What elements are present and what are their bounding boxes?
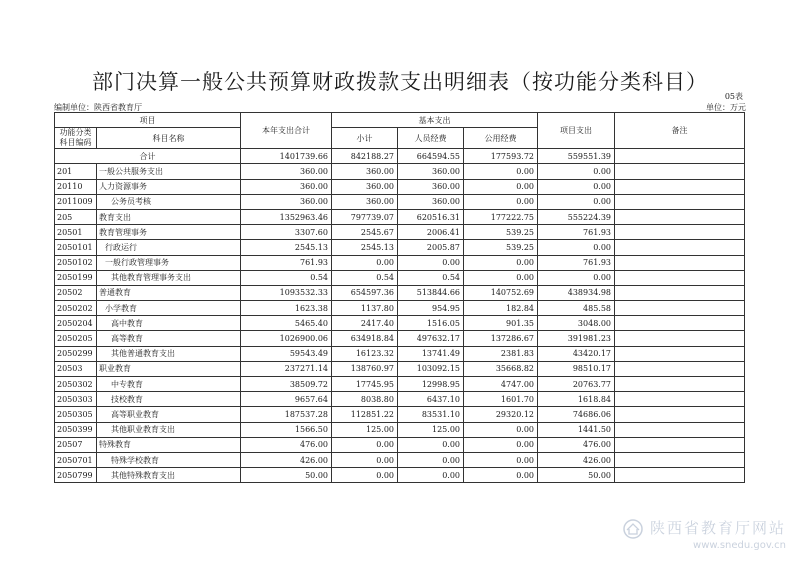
table-row: [55, 194, 745, 209]
row-total: 1093532.33: [241, 285, 332, 300]
total-project: 559551.39: [538, 149, 615, 164]
row-personnel: 360.00: [398, 164, 464, 179]
row-personnel: 103092.15: [398, 361, 464, 376]
row-total: 360.00: [241, 164, 332, 179]
row-total: 1352963.46: [241, 209, 332, 224]
row-public: 0.00: [464, 255, 538, 270]
row-personnel: 360.00: [398, 194, 464, 209]
row-remark: [615, 255, 745, 270]
row-code: 2050102: [55, 255, 97, 270]
table-row: [55, 392, 745, 407]
row-remark: [615, 422, 745, 437]
row-project: 438934.98: [538, 285, 615, 300]
row-code: 2050302: [55, 377, 97, 392]
row-remark: [615, 179, 745, 194]
row-public: 0.00: [464, 452, 538, 467]
row-total: 360.00: [241, 194, 332, 209]
row-code: 2050303: [55, 392, 97, 407]
table-row: [55, 301, 745, 316]
row-subject-name: 小学教育: [97, 301, 241, 316]
row-project: 43420.17: [538, 346, 615, 361]
row-subtotal: 797739.07: [332, 209, 398, 224]
row-code: 20507: [55, 437, 97, 452]
total-total: 1401739.66: [241, 149, 332, 164]
row-subject-name: 其他职业教育支出: [97, 422, 241, 437]
row-personnel: 0.00: [398, 255, 464, 270]
row-personnel: 13741.49: [398, 346, 464, 361]
row-total: 59543.49: [241, 346, 332, 361]
row-remark: [615, 194, 745, 209]
row-subject-name: 教育支出: [97, 209, 241, 224]
row-subject-name: 特殊学校教育: [97, 452, 241, 467]
row-total: 0.54: [241, 270, 332, 285]
row-subtotal: 1137.80: [332, 301, 398, 316]
table-row: [55, 255, 745, 270]
row-remark: [615, 270, 745, 285]
row-subject-name: 其他教育管理事务支出: [97, 270, 241, 285]
row-subtotal: 0.54: [332, 270, 398, 285]
row-public: 137286.67: [464, 331, 538, 346]
row-subject-name: 其他特殊教育支出: [97, 468, 241, 483]
watermark-name: 陕西省教育厅网站: [649, 519, 786, 537]
row-personnel: 0.00: [398, 468, 464, 483]
row-subject-name: 高中教育: [97, 316, 241, 331]
seal-logo-icon: [620, 518, 646, 540]
row-personnel: 620516.31: [398, 209, 464, 224]
table-code: 05表: [724, 92, 743, 101]
header-subject-name: 科目名称: [97, 128, 241, 149]
row-code: 2050199: [55, 270, 97, 285]
row-public: 0.00: [464, 179, 538, 194]
row-project: 391981.23: [538, 331, 615, 346]
row-personnel: 6437.10: [398, 392, 464, 407]
row-public: 140752.69: [464, 285, 538, 300]
row-project: 20763.77: [538, 377, 615, 392]
row-total: 1623.38: [241, 301, 332, 316]
row-total: 476.00: [241, 437, 332, 452]
row-project: 0.00: [538, 164, 615, 179]
row-project: 0.00: [538, 194, 615, 209]
row-code: 20502: [55, 285, 97, 300]
row-personnel: 0.54: [398, 270, 464, 285]
row-personnel: 83531.10: [398, 407, 464, 422]
row-public: 4747.00: [464, 377, 538, 392]
row-subtotal: 360.00: [332, 179, 398, 194]
row-subtotal: 0.00: [332, 468, 398, 483]
row-subtotal: 112851.22: [332, 407, 398, 422]
row-total: 38509.72: [241, 377, 332, 392]
table-row: [55, 468, 745, 483]
row-subtotal: 2545.67: [332, 225, 398, 240]
row-project: 74686.06: [538, 407, 615, 422]
table-row: [55, 179, 745, 194]
row-subtotal: 2417.40: [332, 316, 398, 331]
row-subtotal: 654597.36: [332, 285, 398, 300]
row-public: 0.00: [464, 194, 538, 209]
row-project: 476.00: [538, 437, 615, 452]
row-total: 761.93: [241, 255, 332, 270]
row-public: 2381.83: [464, 346, 538, 361]
row-subtotal: 2545.13: [332, 240, 398, 255]
row-project: 3048.00: [538, 316, 615, 331]
row-remark: [615, 392, 745, 407]
row-remark: [615, 209, 745, 224]
table-row: [55, 437, 745, 452]
header-project: 项目: [55, 113, 241, 128]
row-subject-name: 人力资源事务: [97, 179, 241, 194]
row-public: 0.00: [464, 437, 538, 452]
table-row: [55, 270, 745, 285]
row-remark: [615, 468, 745, 483]
row-remark: [615, 164, 745, 179]
row-remark: [615, 225, 745, 240]
row-personnel: 0.00: [398, 437, 464, 452]
row-subject-name: 普通教育: [97, 285, 241, 300]
row-personnel: 1516.05: [398, 316, 464, 331]
row-project: 555224.39: [538, 209, 615, 224]
row-code: 201: [55, 164, 97, 179]
row-project: 50.00: [538, 468, 615, 483]
row-code: 2050101: [55, 240, 97, 255]
expenditure-table: [54, 112, 745, 483]
table-row: [55, 164, 745, 179]
row-subject-name: 公务员考核: [97, 194, 241, 209]
table-row: [55, 225, 745, 240]
row-code: 2011009: [55, 194, 97, 209]
row-remark: [615, 407, 745, 422]
row-code: 20501: [55, 225, 97, 240]
row-project: 0.00: [538, 240, 615, 255]
site-watermark: [620, 517, 786, 551]
row-subject-name: 教育管理事务: [97, 225, 241, 240]
row-subtotal: 17745.95: [332, 377, 398, 392]
row-project: 485.58: [538, 301, 615, 316]
row-subtotal: 634918.84: [332, 331, 398, 346]
row-subject-name: 技校教育: [97, 392, 241, 407]
row-remark: [615, 240, 745, 255]
table-row: [55, 316, 745, 331]
row-code: 2050204: [55, 316, 97, 331]
row-subtotal: 0.00: [332, 452, 398, 467]
header-basic: 基本支出: [332, 113, 538, 128]
row-remark: [615, 331, 745, 346]
row-total: 360.00: [241, 179, 332, 194]
header-public: 公用经费: [464, 128, 538, 149]
table-row: [55, 285, 745, 300]
row-total: 50.00: [241, 468, 332, 483]
row-subject-name: 其他普通教育支出: [97, 346, 241, 361]
row-subtotal: 138760.97: [332, 361, 398, 376]
row-remark: [615, 301, 745, 316]
row-total: 187537.28: [241, 407, 332, 422]
table-row: [55, 452, 745, 467]
row-total: 3307.60: [241, 225, 332, 240]
table-row: [55, 407, 745, 422]
row-subtotal: 0.00: [332, 255, 398, 270]
row-total: 1026900.06: [241, 331, 332, 346]
row-public: 539.25: [464, 240, 538, 255]
compiling-unit: 编制单位：陕西省教育厅: [54, 103, 142, 112]
watermark-url: www.snedu.gov.cn: [693, 540, 786, 551]
total-row: [55, 149, 745, 164]
row-subject-name: 高等教育: [97, 331, 241, 346]
row-total: 2545.13: [241, 240, 332, 255]
row-personnel: 0.00: [398, 452, 464, 467]
header-personnel: 人员经费: [398, 128, 464, 149]
row-personnel: 12998.95: [398, 377, 464, 392]
row-project: 0.00: [538, 270, 615, 285]
header-total: 本年支出合计: [241, 113, 332, 149]
table-row: [55, 361, 745, 376]
row-personnel: 954.95: [398, 301, 464, 316]
header-remark: 备注: [615, 113, 745, 149]
row-personnel: 2005.87: [398, 240, 464, 255]
row-public: 0.00: [464, 164, 538, 179]
row-remark: [615, 452, 745, 467]
total-subtotal: 842188.27: [332, 149, 398, 164]
row-total: 9657.64: [241, 392, 332, 407]
currency-unit: 单位：万元: [706, 103, 746, 112]
table-row: [55, 422, 745, 437]
row-project: 1441.50: [538, 422, 615, 437]
row-subject-name: 职业教育: [97, 361, 241, 376]
row-code: 20503: [55, 361, 97, 376]
row-remark: [615, 377, 745, 392]
row-public: 29320.12: [464, 407, 538, 422]
row-total: 5465.40: [241, 316, 332, 331]
header-func-code: 功能分类科目编码: [55, 128, 97, 149]
row-public: 0.00: [464, 422, 538, 437]
row-personnel: 513844.66: [398, 285, 464, 300]
table-row: [55, 240, 745, 255]
table-row: [55, 377, 745, 392]
total-public: 177593.72: [464, 149, 538, 164]
row-code: 205: [55, 209, 97, 224]
row-remark: [615, 285, 745, 300]
row-code: 2050299: [55, 346, 97, 361]
row-subject-name: 一般公共服务支出: [97, 164, 241, 179]
row-personnel: 497632.17: [398, 331, 464, 346]
header-project-expenditure: 项目支出: [538, 113, 615, 149]
page-title: 部门决算一般公共预算财政拨款支出明细表（按功能分类科目）: [92, 70, 708, 94]
row-subtotal: 8038.80: [332, 392, 398, 407]
row-remark: [615, 346, 745, 361]
row-code: 2050399: [55, 422, 97, 437]
row-subtotal: 360.00: [332, 194, 398, 209]
row-subtotal: 0.00: [332, 437, 398, 452]
row-project: 0.00: [538, 179, 615, 194]
row-project: 426.00: [538, 452, 615, 467]
row-subtotal: 360.00: [332, 164, 398, 179]
total-label: 合计: [55, 149, 241, 164]
row-personnel: 2006.41: [398, 225, 464, 240]
row-remark: [615, 316, 745, 331]
table-row: [55, 331, 745, 346]
row-public: 0.00: [464, 468, 538, 483]
table-row: [55, 209, 745, 224]
row-remark: [615, 361, 745, 376]
row-subject-name: 行政运行: [97, 240, 241, 255]
row-personnel: 125.00: [398, 422, 464, 437]
row-subject-name: 高等职业教育: [97, 407, 241, 422]
row-project: 98510.17: [538, 361, 615, 376]
row-project: 1618.84: [538, 392, 615, 407]
row-public: 177222.75: [464, 209, 538, 224]
row-code: 20110: [55, 179, 97, 194]
row-subtotal: 16123.32: [332, 346, 398, 361]
row-public: 182.84: [464, 301, 538, 316]
row-public: 1601.70: [464, 392, 538, 407]
row-public: 0.00: [464, 270, 538, 285]
row-project: 761.93: [538, 225, 615, 240]
row-code: 2050799: [55, 468, 97, 483]
header-subtotal: 小计: [332, 128, 398, 149]
row-public: 901.35: [464, 316, 538, 331]
row-personnel: 360.00: [398, 179, 464, 194]
row-code: 2050202: [55, 301, 97, 316]
row-remark: [615, 437, 745, 452]
row-public: 35668.82: [464, 361, 538, 376]
row-subject-name: 一般行政管理事务: [97, 255, 241, 270]
row-code: 2050205: [55, 331, 97, 346]
row-public: 539.25: [464, 225, 538, 240]
row-total: 426.00: [241, 452, 332, 467]
total-remark: [615, 149, 745, 164]
row-total: 237271.14: [241, 361, 332, 376]
row-subject-name: 特殊教育: [97, 437, 241, 452]
row-total: 1566.50: [241, 422, 332, 437]
table-row: [55, 346, 745, 361]
row-subtotal: 125.00: [332, 422, 398, 437]
row-code: 2050305: [55, 407, 97, 422]
row-code: 2050701: [55, 452, 97, 467]
row-subject-name: 中专教育: [97, 377, 241, 392]
row-project: 761.93: [538, 255, 615, 270]
total-personnel: 664594.55: [398, 149, 464, 164]
